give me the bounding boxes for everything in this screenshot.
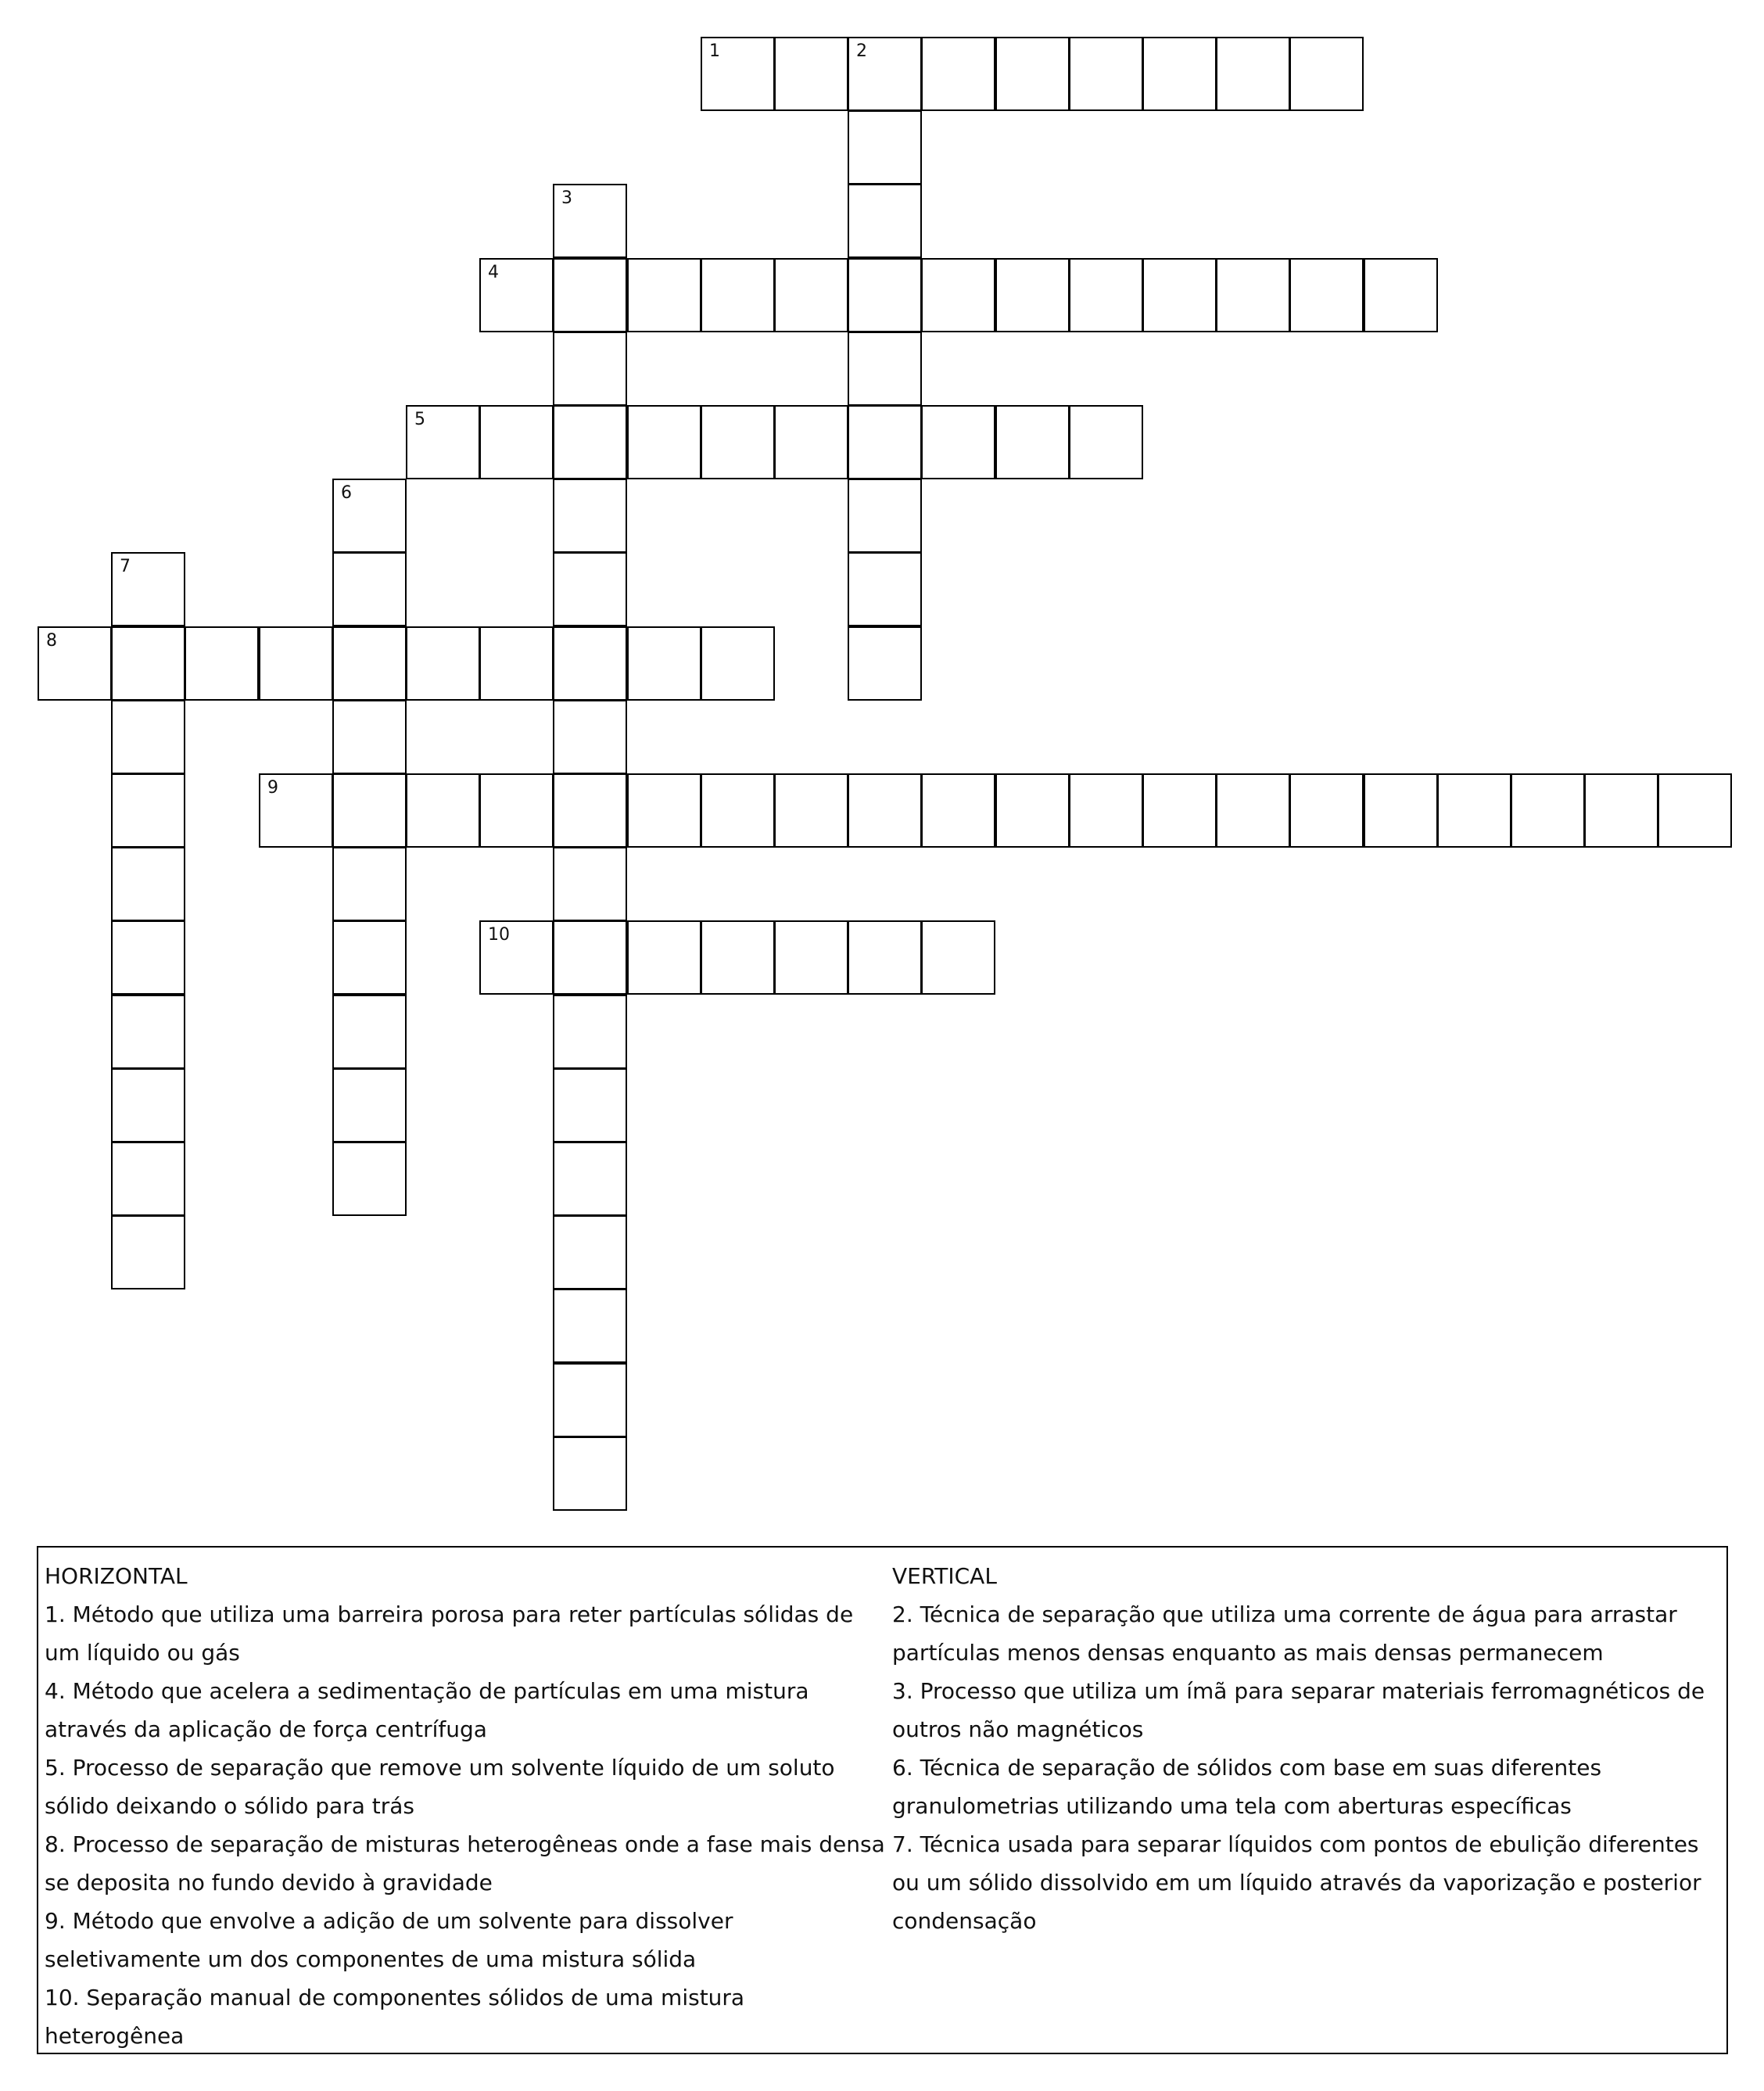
grid-cell[interactable] — [553, 626, 627, 701]
grid-cell[interactable] — [995, 773, 1070, 848]
horizontal-clues — [45, 1557, 885, 2055]
grid-cell[interactable] — [1289, 258, 1364, 332]
clues-box — [37, 1546, 1728, 2054]
grid-cell[interactable] — [553, 1068, 627, 1142]
grid-cell[interactable] — [627, 626, 701, 701]
clue-vertical-6: 6. Técnica de separação de sólidos com base em suas diferentes granulometrias utilizando uma tela com aberturas específicas — [892, 1755, 1602, 1819]
grid-cell[interactable] — [406, 773, 480, 848]
grid-cell[interactable] — [111, 773, 185, 848]
grid-cell[interactable] — [848, 773, 922, 848]
grid-cell[interactable] — [1216, 773, 1290, 848]
clue-vertical-7: 7. Técnica usada para separar líquidos com pontos de ebulição diferentes ou um sólido dissolvido em um líquido através da vaporização e posterior condensação — [892, 1831, 1701, 1934]
grid-cell[interactable] — [553, 258, 627, 332]
clue-horizontal-10: 10. Separação manual de componentes sólidos de uma mistura heterogênea — [45, 1985, 745, 2049]
grid-cell[interactable] — [553, 1436, 627, 1511]
grid-cell[interactable] — [848, 626, 922, 701]
grid-cell[interactable] — [1069, 37, 1143, 111]
grid-cell[interactable] — [332, 626, 407, 701]
grid-cell[interactable] — [1511, 773, 1585, 848]
grid-cell[interactable] — [701, 773, 775, 848]
clue-horizontal-8: 8. Processo de separação de misturas heterogêneas onde a fase mais densa se deposita no fundo devido à gravidade — [45, 1831, 885, 1896]
vertical-heading: VERTICAL — [892, 1563, 997, 1589]
grid-cell[interactable] — [1069, 405, 1143, 479]
grid-cell[interactable] — [995, 37, 1070, 111]
clue-number: 2 — [856, 41, 867, 61]
grid-cell[interactable] — [921, 920, 995, 995]
grid-cell[interactable] — [553, 995, 627, 1069]
grid-cell[interactable] — [332, 995, 407, 1069]
grid-cell[interactable] — [701, 626, 775, 701]
grid-cell[interactable] — [1364, 258, 1438, 332]
grid-cell[interactable] — [111, 847, 185, 921]
grid-cell[interactable] — [332, 479, 407, 553]
grid-cell[interactable] — [259, 773, 333, 848]
grid-cell[interactable] — [774, 37, 848, 111]
grid-cell[interactable] — [332, 773, 407, 848]
grid-cell[interactable] — [995, 258, 1070, 332]
grid-cell[interactable] — [553, 1215, 627, 1289]
grid-cell[interactable] — [848, 552, 922, 626]
grid-cell[interactable] — [701, 37, 775, 111]
clue-number: 10 — [488, 925, 510, 945]
grid-cell[interactable] — [332, 700, 407, 774]
grid-cell[interactable] — [848, 110, 922, 185]
grid-cell[interactable] — [406, 405, 480, 479]
grid-cell[interactable] — [185, 626, 259, 701]
grid-cell[interactable] — [111, 1142, 185, 1216]
grid-cell[interactable] — [1289, 37, 1364, 111]
clue-number: 7 — [120, 557, 131, 576]
grid-cell[interactable] — [1364, 773, 1438, 848]
grid-cell[interactable] — [553, 1363, 627, 1437]
clue-number: 4 — [488, 263, 499, 282]
grid-cell[interactable] — [1142, 773, 1217, 848]
grid-cell[interactable] — [1289, 773, 1364, 848]
grid-cell[interactable] — [921, 405, 995, 479]
grid-cell[interactable] — [553, 405, 627, 479]
grid-cell[interactable] — [553, 552, 627, 626]
grid-cell[interactable] — [479, 258, 554, 332]
grid-cell[interactable] — [332, 1142, 407, 1216]
grid-cell[interactable] — [38, 626, 112, 701]
grid-cell[interactable] — [1437, 773, 1511, 848]
grid-cell[interactable] — [1069, 258, 1143, 332]
grid-cell[interactable] — [111, 1215, 185, 1289]
grid-cell[interactable] — [848, 405, 922, 479]
grid-cell[interactable] — [553, 1142, 627, 1216]
clue-horizontal-5: 5. Processo de separação que remove um solvente líquido de um soluto sólido deixando o sólido para trás — [45, 1755, 835, 1819]
clue-vertical-3: 3. Processo que utiliza um ímã para separar materiais ferromagnéticos de outros não magnéticos — [892, 1678, 1705, 1742]
grid-cell[interactable] — [111, 920, 185, 995]
clue-number: 5 — [414, 410, 425, 429]
grid-cell[interactable] — [332, 920, 407, 995]
grid-cell[interactable] — [1216, 37, 1290, 111]
grid-cell[interactable] — [774, 773, 848, 848]
clue-vertical-2: 2. Técnica de separação que utiliza uma corrente de água para arrastar partículas menos densas enquanto as mais densas permanecem — [892, 1601, 1677, 1666]
grid-cell[interactable] — [553, 1289, 627, 1363]
grid-cell[interactable] — [111, 552, 185, 626]
horizontal-heading: HORIZONTAL — [45, 1563, 188, 1589]
grid-cell[interactable] — [774, 920, 848, 995]
grid-cell[interactable] — [111, 1068, 185, 1142]
grid-cell[interactable] — [479, 920, 554, 995]
grid-cell[interactable] — [774, 405, 848, 479]
grid-cell[interactable] — [848, 37, 922, 111]
grid-cell[interactable] — [774, 258, 848, 332]
grid-cell[interactable] — [701, 405, 775, 479]
grid-cell[interactable] — [1142, 37, 1217, 111]
grid-cell[interactable] — [701, 258, 775, 332]
grid-cell[interactable] — [627, 405, 701, 479]
clue-horizontal-4: 4. Método que acelera a sedimentação de partículas em uma mistura através da aplicação de força centrífuga — [45, 1678, 809, 1742]
grid-cell[interactable] — [479, 773, 554, 848]
grid-cell[interactable] — [1142, 258, 1217, 332]
grid-cell[interactable] — [332, 552, 407, 626]
grid-cell[interactable] — [1069, 773, 1143, 848]
grid-cell[interactable] — [848, 184, 922, 258]
grid-cell[interactable] — [921, 37, 995, 111]
clue-horizontal-1: 1. Método que utiliza uma barreira porosa para reter partículas sólidas de um líquido ou gás — [45, 1601, 854, 1666]
vertical-clues — [892, 1557, 1721, 1940]
grid-cell[interactable] — [553, 847, 627, 921]
grid-cell[interactable] — [111, 700, 185, 774]
grid-cell[interactable] — [332, 847, 407, 921]
grid-cell[interactable] — [701, 920, 775, 995]
grid-cell[interactable] — [259, 626, 333, 701]
grid-cell[interactable] — [848, 332, 922, 406]
clue-number: 1 — [709, 41, 720, 61]
grid-cell[interactable] — [627, 920, 701, 995]
clue-number: 3 — [561, 188, 572, 208]
clue-horizontal-9: 9. Método que envolve a adição de um solvente para dissolver seletivamente um dos componentes de uma mistura sólida — [45, 1908, 733, 1972]
grid-cell[interactable] — [111, 626, 185, 701]
grid-cell[interactable] — [479, 626, 554, 701]
grid-cell[interactable] — [921, 773, 995, 848]
clue-number: 6 — [341, 483, 352, 503]
grid-cell[interactable] — [848, 920, 922, 995]
grid-cell[interactable] — [921, 258, 995, 332]
grid-cell[interactable] — [848, 258, 922, 332]
grid-cell[interactable] — [553, 184, 627, 258]
grid-cell[interactable] — [1584, 773, 1658, 848]
clue-number: 9 — [267, 778, 278, 798]
grid-cell[interactable] — [1658, 773, 1732, 848]
grid-cell[interactable] — [1216, 258, 1290, 332]
grid-cell[interactable] — [553, 332, 627, 406]
grid-cell[interactable] — [479, 405, 554, 479]
grid-cell[interactable] — [332, 1068, 407, 1142]
grid-cell[interactable] — [553, 773, 627, 848]
grid-cell[interactable] — [406, 626, 480, 701]
clue-number: 8 — [46, 631, 57, 651]
grid-cell[interactable] — [553, 920, 627, 995]
grid-cell[interactable] — [848, 479, 922, 553]
grid-cell[interactable] — [995, 405, 1070, 479]
grid-cell[interactable] — [553, 479, 627, 553]
grid-cell[interactable] — [553, 700, 627, 774]
grid-cell[interactable] — [627, 258, 701, 332]
grid-cell[interactable] — [627, 773, 701, 848]
grid-cell[interactable] — [111, 995, 185, 1069]
